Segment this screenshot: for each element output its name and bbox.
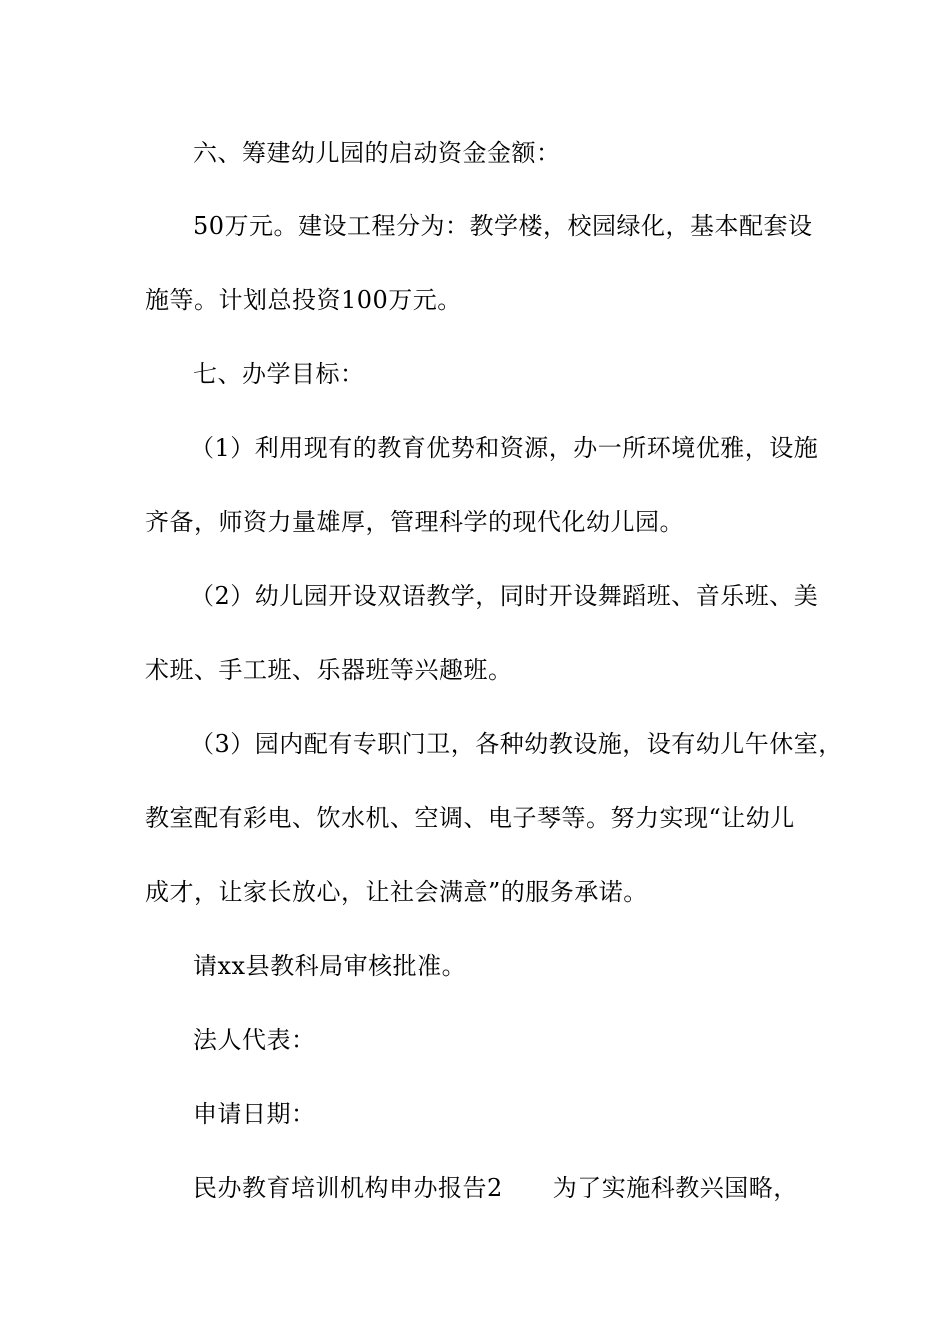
- report-title-line: [193, 1173, 883, 1203]
- goal-item-2: （2）幼儿园开设双语教学，同时开设舞蹈班、音乐班、美: [190, 582, 819, 610]
- application-date-label: 申请日期：: [193, 1100, 316, 1128]
- paragraph-line: 教室配有彩电、饮水机、空调、电子琴等。努力实现“让幼儿: [145, 804, 795, 832]
- paragraph-line: 成才，让家长放心，让社会满意”的服务承诺。: [145, 878, 648, 906]
- goal-item-3: （3）园内配有专职门卫，各种幼教设施，设有幼儿午休室，: [190, 730, 843, 758]
- paragraph-line: 施等。计划总投资100万元。: [145, 286, 462, 314]
- paragraph-line: 齐备，师资力量雄厚，管理科学的现代化幼儿园。: [145, 508, 684, 536]
- report-intro-text: 为了实施科教兴国略，: [552, 1174, 798, 1202]
- approval-request: 请xx县教科局审核批准。: [193, 952, 467, 980]
- section-heading-goals: 七、办学目标：: [193, 360, 365, 388]
- paragraph-line: 50万元。建设工程分为：教学楼，校园绿化，基本配套设: [193, 212, 813, 240]
- goal-item-1: （1）利用现有的教育优势和资源，办一所环境优雅，设施: [190, 434, 819, 462]
- report-title: 民办教育培训机构申办报告2: [193, 1174, 503, 1202]
- legal-representative-label: 法人代表：: [193, 1026, 316, 1054]
- section-heading-funding: 六、筹建幼儿园的启动资金金额：: [193, 139, 561, 167]
- paragraph-line: 术班、手工班、乐器班等兴趣班。: [145, 656, 513, 684]
